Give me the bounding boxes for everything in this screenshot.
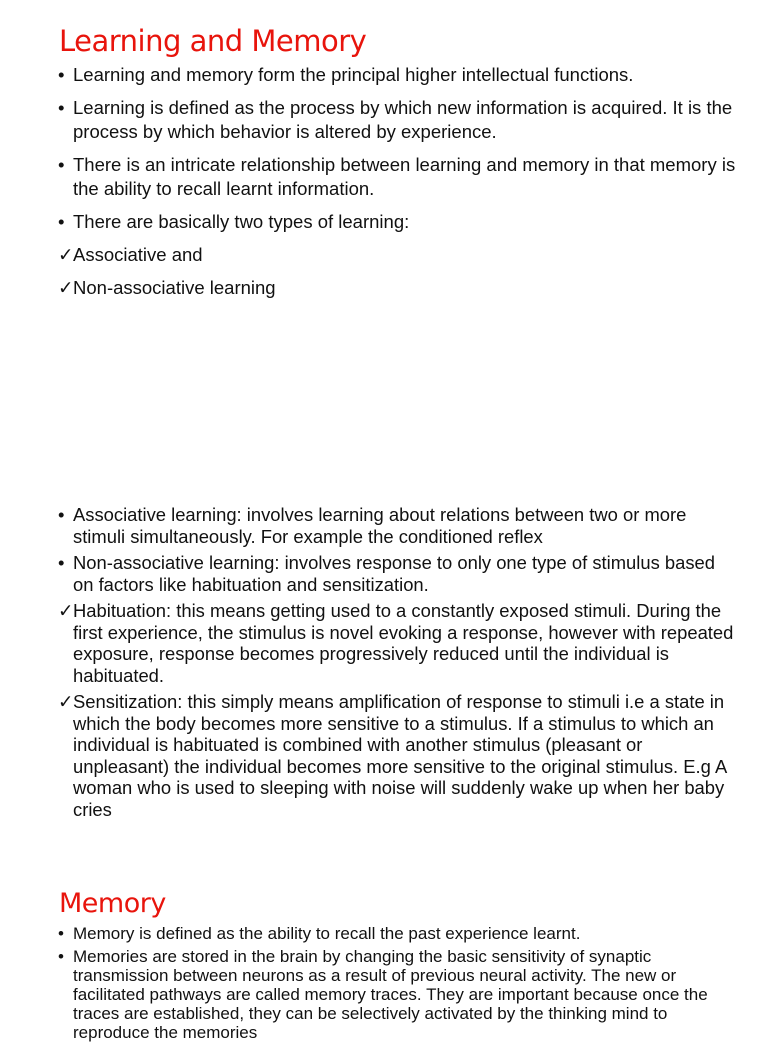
bullet-icon: • bbox=[58, 64, 65, 85]
bullet-text: Habituation: this means getting used to a constantly exposed stimuli. During the first experience, the stimulus is novel evoking a response, however with repeated exposure, response becomes progressively reduced until the individual is habituated. bbox=[73, 600, 734, 686]
bullet-icon: • bbox=[58, 924, 64, 943]
bullet-text: Learning and memory form the principal higher intellectual functions. bbox=[73, 64, 634, 85]
bullet-text: Memories are stored in the brain by changing the basic sensitivity of synaptic transmission between neurons as a result of previous neural activity. The new or facilitated pathways are called memory traces. They are important because once the traces are established, they can be selectively activated by the thinking mind to reproduce the memories bbox=[73, 946, 708, 1042]
checklist-item bbox=[58, 243, 738, 267]
list-item bbox=[58, 96, 738, 144]
bullet-text: There is an intricate relationship between learning and memory in that memory is the ability to recall learnt information. bbox=[73, 154, 736, 199]
list-item bbox=[58, 63, 738, 87]
list-item bbox=[58, 504, 738, 547]
bullet-icon: • bbox=[58, 504, 65, 525]
bullet-text: Non-associative learning: involves response to only one type of stimulus based on factors like habituation and sensitization. bbox=[73, 552, 715, 595]
bullet-icon: • bbox=[58, 211, 65, 232]
bullet-icon: • bbox=[58, 946, 64, 966]
slide-title: Learning and Memory bbox=[59, 24, 367, 58]
bullet-list bbox=[58, 924, 738, 1045]
bullet-text: Sensitization: this simply means amplification of response to stimuli i.e a state in which the body becomes more sensitive to a stimulus. If a stimulus to which an individual is habituated is combined with another stimulus (pleasant or unpleasant) the individual becomes more sensitive to the original stimulus. E.g A woman who is used to sleeping with noise will suddenly wake up when her baby cries bbox=[73, 691, 727, 820]
checkmark-icon: ✓ bbox=[58, 277, 74, 298]
list-item bbox=[58, 552, 738, 595]
bullet-text: Associative learning: involves learning about relations between two or more stimuli simultaneously. For example the conditioned reflex bbox=[73, 504, 687, 547]
list-item bbox=[58, 924, 738, 944]
bullet-list bbox=[58, 63, 738, 309]
checkmark-icon: ✓ bbox=[58, 244, 74, 265]
bullet-list bbox=[58, 504, 738, 825]
bullet-text: Non-associative learning bbox=[73, 277, 276, 298]
list-item bbox=[58, 947, 738, 1042]
checkmark-icon: ✓ bbox=[58, 691, 74, 712]
bullet-text: Memory is defined as the ability to recall the past experience learnt. bbox=[73, 924, 581, 943]
bullet-icon: • bbox=[58, 154, 65, 175]
slide-title: Memory bbox=[59, 888, 166, 919]
list-item bbox=[58, 153, 738, 201]
bullet-text: Learning is defined as the process by which new information is acquired. It is the process by which behavior is altered by experience. bbox=[73, 97, 733, 142]
checklist-item bbox=[58, 276, 738, 300]
checklist-item bbox=[58, 691, 738, 820]
list-item bbox=[58, 210, 738, 234]
bullet-icon: • bbox=[58, 97, 65, 118]
checkmark-icon: ✓ bbox=[58, 600, 74, 621]
bullet-icon: • bbox=[58, 552, 65, 573]
bullet-text: There are basically two types of learning: bbox=[73, 211, 410, 232]
bullet-text: Associative and bbox=[73, 244, 203, 265]
checklist-item bbox=[58, 600, 738, 686]
